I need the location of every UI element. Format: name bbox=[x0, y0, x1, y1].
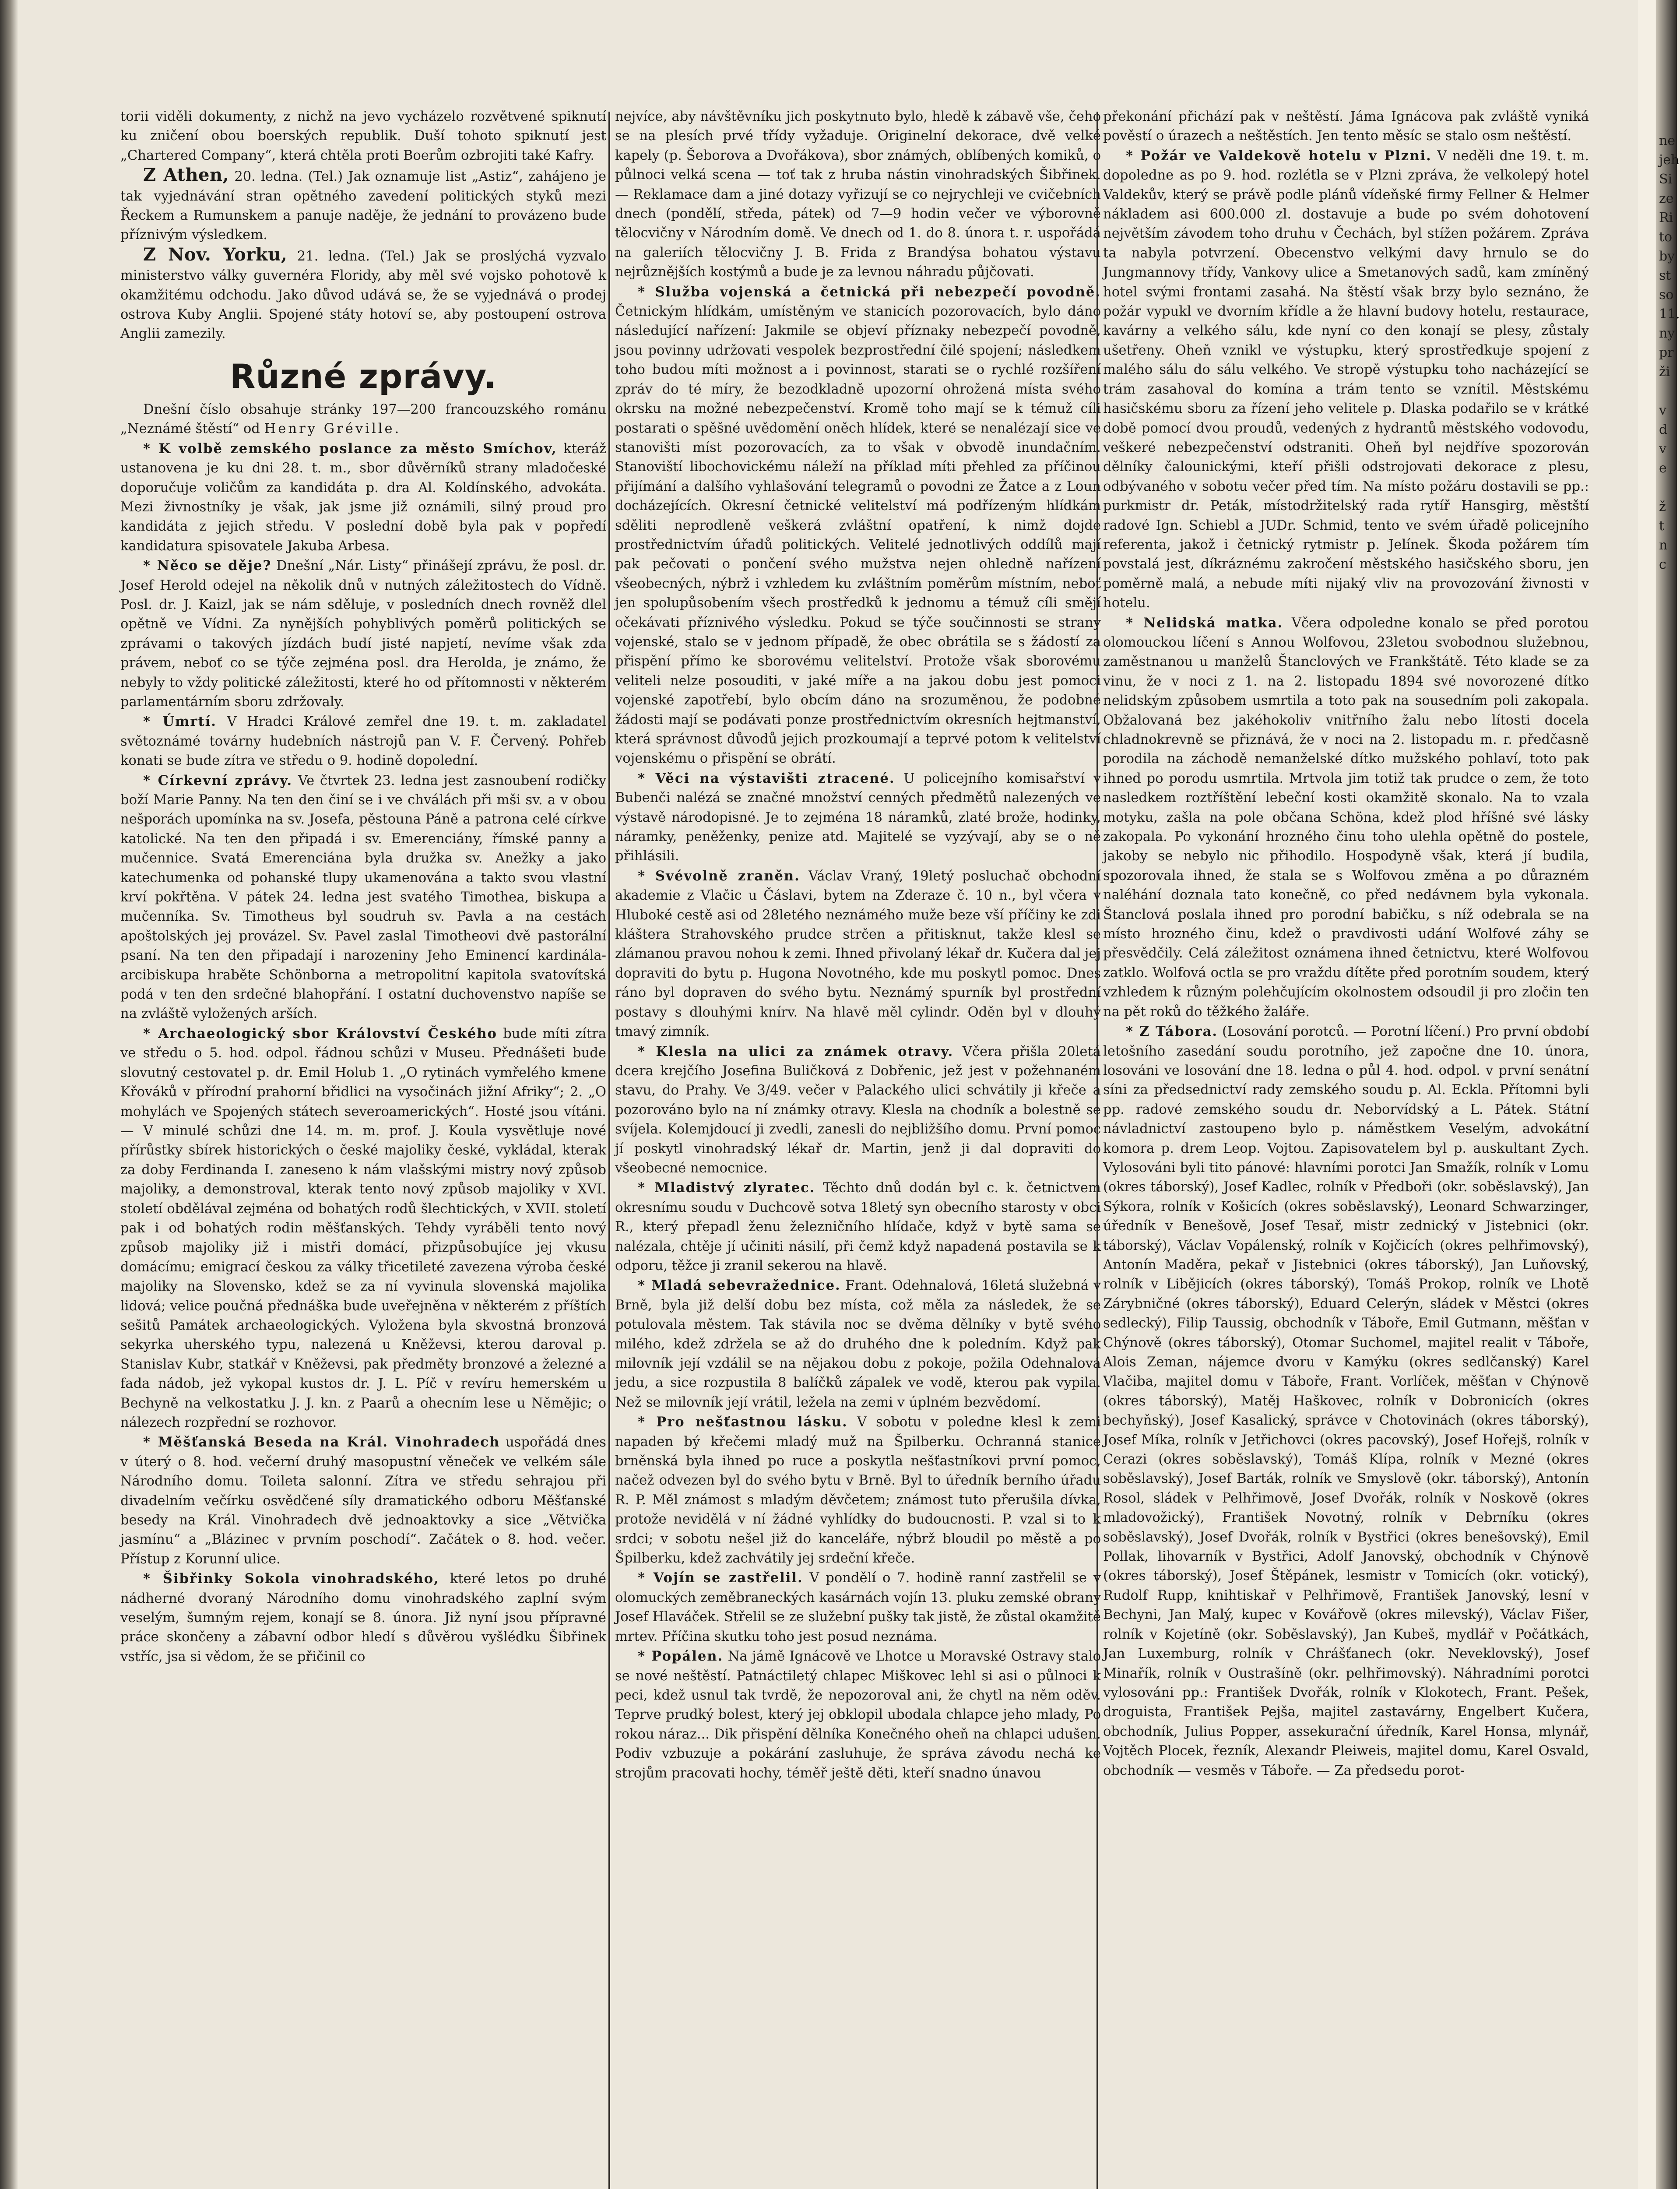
item-text: uspořádá dnes v úterý o 8. hod. večerní druhý masopustní věneček ve velkém sále Národního domu. Toileta salonní. Zítra ve středu sehrajou při divadelním večírku osvědčené síly dramatického odboru Měšťanské besedy na Král. Vinohradech dvě jednoaktovky a sice „Větvička jasmínu“ a „Blázinec v prvním poschodí“. Začátek o 8. hod. večer. Přístup z Korunní ulice. bbox=[120, 1435, 606, 1567]
fragment-line: v bbox=[1659, 403, 1666, 418]
column-1 bbox=[120, 107, 606, 2189]
news-item bbox=[615, 1647, 1101, 1783]
item-text: které letos po druhé nádherné dvoraný Národního domu vinohradského zaplní svým veselým, šumným rejem, konají se 8. února. Již nyní jsou přípravné práce skončeny a zábavní odbor hledí s důvěrou vyšlédku Šibřinek vstříc, jsa si vědom, že se přičinil co bbox=[120, 1571, 606, 1665]
news-item bbox=[615, 1568, 1101, 1647]
item-text: Václav Vraný, 19letý posluchač obchodní akademie z Vlačic u Čáslavi, bytem na Zderaze č. 10 n., byl včera v Hluboké cestě asi od 28letého neznámého muže beze vší příčiny ke zdi kláštera Strahovského prudce strčen a přitisknut, takže klesl se zlámanou pravou nohou k zemi. Ihned přivolaný lékař dr. Kučera dal jej dopraviti do bytu p. Hugona Novotného, kde mu poskytl pomoc. Dnes ráno byl dopraven do svého bytu. Neznámý spurník byl prostřední postavy s dlouhými knírv. Na hlavě měl cylindr. Oděn byl v dlouhý tmavý zimník. bbox=[615, 868, 1101, 1040]
item-text: 20. ledna. (Tel.) Jak oznamuje list „Astiz“, zahájeno je tak vyjednávání stran opětného zavedení politických styků mezi Řeckem a Rumunskem a panuje naděje, že jednání to provázeno bude příznivým výsledkem. bbox=[120, 169, 606, 243]
news-item bbox=[615, 282, 1101, 769]
fragment-line: by bbox=[1659, 249, 1675, 264]
fragment-line: st bbox=[1659, 268, 1671, 283]
item-text: Ve čtvrtek 23. ledna jest zasnoubení rodičky boží Marie Panny. Na ten den činí se i ve chválách při mši sv. a v obou nešporách upomínka na sv. Josefa, pěstouna Páně a patrona celé církve katolické. Na ten den připadá i sv. Emerenciány, římské panny a mučennice. Svatá Emerenciána byla družka sv. Anežky a jako katechumenka od pohanské tlupy ukamenována a takto svou vlastní krví pokřtěna. V pátek 24. ledna jest svatého Timothea, biskupa a mučenníka. Sv. Timotheus byl soudruh sv. Pavla a na cestách apoštolských jej provázel. Sv. Pavel zaslal Timotheovi dvě pastorální psaní. Na ten den připadají i narozeniny Jeho Eminencí kardinála-arcibiskupa hraběte Schönborna a metropolitní kapitola svatovítská podá v ten den srdečné blahopřání. I ostatní duchovenstvo napíše se na zvláště vyložených arších. bbox=[120, 773, 606, 1022]
novel-notice bbox=[120, 400, 606, 439]
fragment-line: ne bbox=[1659, 133, 1676, 148]
item-heading: * Církevní zprávy. bbox=[143, 772, 293, 788]
item-heading: * Mladistvý zlyratec. bbox=[638, 1180, 815, 1196]
news-item bbox=[120, 439, 606, 556]
item-heading: * Z Tábora. bbox=[1126, 1024, 1218, 1040]
news-item bbox=[120, 1432, 606, 1569]
dateline: Z Athen, bbox=[143, 165, 229, 186]
fragment-line: c bbox=[1659, 557, 1666, 572]
news-item bbox=[615, 1042, 1101, 1179]
item-heading: * Archaeologický sbor Království Českého bbox=[143, 1025, 497, 1042]
news-item bbox=[1103, 1022, 1589, 1781]
column-2 bbox=[615, 107, 1101, 2189]
item-text: Dnešní „Nár. Listy“ přinášejí zprávu, že posl. dr. Josef Herold odejel na několik dnů v nutných záležitostech do Vídně. Posl. dr. J. Kaizl, jak se nám sděluje, v posledních dnech rovněž dlel opětně ve Vídni. Za nynějších pohyblivých poměrů politických se zprávami o takových jízdách budí jisté napjetí, nevíme však zda právem, neboť co se týče zejména posl. dra Herolda, je známo, že nebyly to vždy politické záležitosti, které ho od přítomnosti v některém parlamentárním sboru zdržovaly. bbox=[120, 558, 606, 710]
item-heading: * Svévolně zraněn. bbox=[638, 868, 800, 884]
news-item bbox=[615, 1412, 1101, 1568]
news-item bbox=[120, 245, 606, 344]
fragment-line: to bbox=[1659, 229, 1673, 245]
item-heading: * Šibřinky Sokola vinohradského, bbox=[143, 1571, 439, 1587]
item-text: 21. ledna. (Tel.) Jak se proslýchá vyzvalo ministerstvo války guvernéra Floridy, aby měl své vojsko pohotově k okamžitému odchodu. Jako důvod udává se, že se vyjednává o prodej ostrova Kuby Anglii. Spojené státy hotoví se, aby postoupení ostrova Anglii zamezily. bbox=[120, 248, 606, 342]
item-text: V sobotu v poledne klesl k zemi napaden bý křečemi mladý muž na Špilberku. Ochranná stanice brněnská byla ihned po ruce a poskytla nešťastníkovi první pomoc, načež odvezen byl do svého bytu v Brně. Byl to úředník berního úřadu R. P. Měl známost s mladým děvčetem; známost tuto přerušila dívka, protože nevidělá v ní žádné vyhlídky do budoucnosti. P. vzal si to k srdci; v sobotu nešel již do kanceláře, nýbrž bloudil po městě a po Špilberku, kdež zachvátily jej srdeční křeče. bbox=[615, 1415, 1101, 1566]
paragraph: torii viděli dokumenty, z nichž na jevo vycházelo rozvětvené spiknutí ku zničení obou boerských republik. Duší tohoto spiknutí jest „Chartered Company“, která chtěla proti Boerům ozbrojiti také Kafry. bbox=[120, 109, 606, 163]
news-item bbox=[120, 165, 606, 245]
page-edge-left bbox=[0, 0, 18, 2189]
item-text: V neděli dne 19. t. m. dopoledne as po 9. hod. rozlétla se v Plzni zpráva, že velkolepý hotel Valdekův, který se právě podle plánů vídeňské firmy Fellner & Helmer nákladem asi 600.000 zl. dostavuje a bude po svém dohotovení největším závodem toho druhu v Čechách, byl stížen požárem. Zpráva ta nabyla potvrzení. Obecenstvo velkými davy hrnulo se do Jungmannovy třídy, Vankovy ulice a Smetanových sadů, kam zmíněný hotel svými frontami zasahá. Na štěstí však brzy bylo seznáno, že požár vypukl ve dvorním křídle a že hlavní budovy hotelu, restaurace, kavárny a velkého sálu, kde nyní co den konají se plesy, zůstaly ušetřeny. Oheň vznikl ve výstupku, který sprostředkuje spojení z malého sálu do sálu velkého. Ve stropě výstupku toho nacházející se trám zasahoval do komína a trám tento se vznítil. Městskému hasičskému sboru za řízení jeho velitele p. Dlaska podařilo se v krátké době pomocí dvou proudů, vedených z hydrantů městského vodovodu, veškeré nebezpečenství odstraniti. Oheň byl nejdříve spozorován dělníky čalounickými, kteří přišli odstrojovati dekorace z plesu, odbývaného v sobotu večer před tím. Na místo požáru dostavili se pp.: purkmistr dr. Peták, místodržitelský rada rytíř Hansgirg, městští radové Ign. Schiebl a JUDr. Schmid, tento ve svém úřadě policejního referenta, jakož i četnický rytmistr p. Jelínek. Škoda požárem tím povstalá jest, díkráznému zakročení městského hasičského sboru, jen poměrně malá, a nebude míti nijaký vliv na provozování živnosti v hotelu. bbox=[1103, 148, 1589, 611]
news-item bbox=[120, 556, 606, 712]
notice-text: Dnešní číslo obsahuje stránky 197—200 francouzského románu „Neznámé štěstí“ od bbox=[120, 401, 606, 437]
item-heading: * Mladá sebevražednice. bbox=[638, 1278, 841, 1294]
fragment-line: ži bbox=[1659, 364, 1670, 380]
fragment-line: t bbox=[1659, 518, 1665, 534]
news-item bbox=[1103, 146, 1589, 613]
column-3 bbox=[1103, 107, 1589, 2189]
item-text: Včera přišla 20letá dcera krejčího Josefina Buličková z Dobřenic, jež jest v požehnaném stavu, do Prahy. Ve 3/49. večer v Palackého ulici schvátily ji křeče a pozorováno bylo na ní známky otravy. Klesla na chodník a bolestně se svíjela. Kolemjdoucí ji zvedli, zanesli do nejbližšího domu. První pomoc jí poskytl vinohradský lékař dr. Martin, jenž ji dal dopraviti do všeobecné nemocnice. bbox=[615, 1044, 1101, 1176]
fragment-line: Si bbox=[1659, 172, 1673, 187]
item-heading: * Popálen. bbox=[638, 1648, 724, 1665]
fragment-line: ž bbox=[1659, 499, 1666, 514]
item-text: Na jámě Ignácově ve Lhotce u Moravské Ostravy stalo se nové neštěstí. Patnáctiletý chlapec Miškovec lehl si asi o půlnoci k peci, kdež usnul tak tvrdě, že nepozoroval ani, že chytl na něm oděv. Teprve prudký bolest, který jej obklopil ubodala chlapce jeho mlady, Po rokou náraz... Dik přispění dělníka Konečného oheň na chlapci udušen. Podiv vzbuzuje a pokárání zasluhuje, že správa závodu nechá ke strojům pracovati hochy, téměř ještě děti, kteří snadno únavou bbox=[615, 1649, 1101, 1781]
news-item bbox=[1103, 613, 1589, 1022]
novel-author: Henry Gréville. bbox=[264, 421, 401, 437]
fragment-line: jeh bbox=[1659, 152, 1680, 168]
section-title: Různé zprávy. bbox=[229, 356, 497, 396]
fragment-line: pr bbox=[1659, 345, 1674, 360]
news-item bbox=[120, 712, 606, 771]
fragment-line: 11. bbox=[1659, 306, 1680, 322]
item-heading: * Požár ve Valdekově hotelu v Plzni. bbox=[1126, 148, 1432, 164]
item-text: Frant. Odehnalová, 16letá služebná v Brně, byla již delší dobu bez místa, což měla za následek, že se potulovala městem. Tak stávila noc se dvěma dělníky v bytě svého milého, kdež zdržela se až do druhého dne k poledním. Když pak milovník její vzdálil se na nějakou dobu z pokoje, požila Odehnalová jedu, a sice rozpustila 8 balíčků zápalek ve vodě, kterou pak vypila. Než se milovník její vrátil, ležela na zemi v úplném bezvědomí. bbox=[615, 1278, 1101, 1410]
item-heading: * Věci na výstavišti ztracené. bbox=[638, 770, 895, 786]
fragment-gap bbox=[1659, 382, 1677, 401]
fragment-gap bbox=[1659, 478, 1677, 497]
item-heading: * Něco se děje? bbox=[143, 558, 272, 574]
news-item bbox=[120, 1569, 606, 1667]
fragment-line: Ri bbox=[1659, 210, 1673, 225]
fragment-line: v bbox=[1659, 441, 1666, 457]
fragment-line: e bbox=[1659, 461, 1667, 476]
paragraph: nejvíce, aby návštěvníku jich poskytnuto bylo, hledě k zábavě vše, čeho se na plesích prvé třídy vyžaduje. Originelní dekorace, dvě velké kapely (p. Šeborova a Dvořákova), sbor známých, oblíbených komiků, o půlnoci velká scena — toť tak z hruba nástin vinohradských Šibřinek. — Reklamace dam a jiné dotazy vyřizují se co nejrychleji ve cvičebních dnech (pondělí, středa, pátek) od 7—9 hodin večer ve výborovně tělocvičny v Národním domě. Ve dnech od 1. do 8. února t. r. uspořádá na galeriích tělocvičny J. B. Frida z Brandýsa bohatou výstavu nejrůznějších kostýmů a bude je za levnou náhradu půjčovati. bbox=[615, 109, 1101, 280]
next-page-fragment bbox=[1659, 131, 1680, 766]
item-heading: * Služba vojenská a četnická při nebezpečí povodně. bbox=[638, 284, 1101, 300]
fragment-line: ze bbox=[1659, 191, 1674, 206]
item-heading: * Úmrtí. bbox=[143, 714, 217, 730]
item-heading: * Pro nešťastnou lásku. bbox=[638, 1414, 848, 1430]
item-heading: * Nelidská matka. bbox=[1126, 615, 1283, 631]
item-text: V pondělí o 7. hodině ranní zastřelil se v olomuckých zeměbraneckých kasárnách vojín 13. pluku zemské obrany Josef Hlaváček. Střelil se ze služební pušky tak jistě, že zůstal okamžitě mrtev. Příčina skutku toho jest posud neznáma. bbox=[615, 1570, 1101, 1644]
fragment-line: so bbox=[1659, 287, 1674, 303]
item-text: V Hradci Králové zemřel dne 19. t. m. zakladatel světoznámé továrny hudebních nástrojů pan V. F. Červený. Pohřeb konati se bude zítra ve středu o 9. hodině dopolední. bbox=[120, 714, 607, 769]
item-heading: * K volbě zemského poslance za město Smíchov, bbox=[143, 440, 557, 457]
column-rule bbox=[608, 112, 610, 2189]
item-heading: * Klesla na ulici za známek otravy. bbox=[638, 1043, 954, 1059]
fragment-line: ny bbox=[1659, 326, 1675, 341]
news-item bbox=[615, 769, 1101, 866]
item-text: Těchto dnů dodán byl c. k. četnictvem okresnímu soudu v Duchcově sotva 18letý syn obecního starosty v obci R., který přepadl ženu železničního hlídače, když v bytě sama se nalézala, chtěje jí učiniti násilí, při čemž když napadená postavila se k odporu, těžce ji zranil sekerou na hlavě. bbox=[615, 1180, 1101, 1274]
item-text: Včera odpoledne konalo se před porotou olomouckou líčení s Annou Wolfovou, 23letou svobodnou služebnou, zaměstnanou u manželů Štanclových ve Frankštátě. Této klade se za vinu, že v noci z 1. na 2. listopadu 1894 své novorozené dítko nelidským způsobem usmrtila a toto pak na sousedním poli zakopala. Obžalovaná bez jakéhokoliv vnitřního žalu nebo lítosti docela chladnokrevně se přiznává, že v noci na 2. listopadu m. r. předčasně porodila na záchodě nemanželské dítko mužského pohlaví, toto pak ihned po porodu usmrtila. Mrtvola jim totiž tak prudce o zem, že toto nasledkem roztříštění lebeční kosti okamžitě skonalo. Na to vzala motyku, zašla na pole občana Schöna, kdež plod hříšné své lásky zakopala. Po vykonání hrozného činu toho ulehla opětně do postele, jakoby se nebylo nic přihodilo. Hospodyně však, která jí budila, spozorovala ihned, že stala se s Wolfovou změna a po důrazném naléhání doznala tato konečně, co před nedávnem byla vykonala. Štanclová poslala ihned pro porodní babičku, s níž odebrala se na místo hrozného činu, kdež o pravdivosti udání Wolfové záhy se přesvědčily. Celá záležitost oznámena ihned četnictvu, které Wolfovou zatklo. Wolfová octla se pro vraždu dítěte před porotním soudem, který vzhledem k různým polehčujícím okolnostem odsoudil ji pro zločin ten na pět roků do těžkého žaláře. bbox=[1103, 615, 1589, 1020]
item-text: kteráž ustanovena je ku dni 28. t. m., sbor důvěrníků strany mladočeské doporučuje voličům za kandidáta p. dra Al. Koldínského, advokáta. Mezi živnostníky je však, jak jsme již oznámili, silný proud pro kandidáta z jejich středu. V poslední době byla pak v popředí kandidatura spisovatele Jakuba Arbesa. bbox=[120, 441, 606, 554]
item-text: (Losování porotců. — Porotní líčení.) Pro první období letošního zasedání soudu porotního, jež započne dne 10. února, losováni ve losování dne 18. ledna o půl 4. hod. odpol. v první senátní síni za předsednictví rady zemského soudu p. Al. Eckla. Přítomni byli pp. radové zemského soudu dr. Neborvídský a L. Pátek. Státní návladnictví zastoupeno bylo p. náměstkem Veselým, advokátní komora p. drem Leop. Vojtou. Zapisovatelem byl p. auskultant Zych. Vylosováni byli tito pánové: hlavními porotci Jan Smažík, rolník v Lomu (okres táborský), Josef Kadlec, rolník v Předboři (okr. soběslavský), Jan Sýkora, rolník v Košicích (okres soběslavský), Leonard Schwarzinger, úředník v Benešově, Josef Tesař, mistr zednický v Jistebnici (okr. táborský), Václav Vopálenský, rolník v Kojčicích (okres pelhřimovský), Antonín Maděra, pekař v Jistebnici (okres táborský), Jan Luňovský, rolník v Libějicích (okres táborský), Tomáš Prokop, rolník ve Lhotě Zárybničné (okres táborský), Eduard Celerýn, sládek v Městci (okres sedlecký), Filip Taussig, obchodník v Táboře, Emil Gutmann, měšťan v Chýnově (okres táborský), Otomar Suchomel, majitel realit v Táboře, Alois Zeman, nájemce dvoru v Kamýku (okres sedlčanský) Karel Vlačiba, majitel domu v Táboře, Frant. Vorlíček, měšťan v Chýnově (okres táborský), Matěj Haškovec, rolník v Dobronicích (okres bechyňský), Josef Kasalický, správce v Chotovinách (okres táborský), Josef Míka, rolník v Jetřichovci (okres pacovský), Josef Hořejš, rolník v Cerazi (okres soběslavský), Tomáš Klípa, rolník v Mezné (okres soběslavský), Josef Barták, rolník ve Smyslově (okr. táborský), Antonín Rosol, sládek v Pelhřimově, Josef Dvořák, rolník v Noskově (okres mladovožický), František Novotný, rolník v Debrníku (okres soběslavský), Josef Dvořák, rolník v Bystřici (okres benešovský), Emil Pollak, lihovarník v Bystřici, Adolf Janovský, obchodník v Chýnově (okres táborský), Josef Štěpánek, lesmistr v Tomicích (okr. votický), Rudolf Rupp, knihtiskař v Pelhřimově, František Janovský, lesní v Bechyni, Jan Malý, kupec v Kovářově (okres milevský), Václav Fišer, rolník v Kojetíně (okr. Soběslavský), Jan Kubeš, mydlář v Počátkách, Jan Luxemburg, rolník v Chrášťanech (okr. Neveklovský), Josef Minařík, rolník v Oustrašíně (okr. pelhřimovský). Náhradními porotci vylosováni pp.: František Dvořák, rolník v Klokotech, Frant. Pešek, droguista, František Pejša, majitel zastavárny, Engelbert Kučera, obchodník, Julius Popper, assekurační úředník, Karel Honsa, mlynář, Vojtěch Plocek, řezník, Alexandr Pleiweis, majitel domu, Karel Osvald, obchodník — vesměs v Táboře. — Za předsedu porot- bbox=[1103, 1024, 1589, 1778]
item-heading: * Vojín se zastřelil. bbox=[638, 1570, 803, 1586]
page-gutter bbox=[1638, 0, 1655, 2189]
item-text: U policejního komisařství v Bubenči nalézá se značné množství cenných předmětů nalezených ve výstavě národopisné. Je to zejména 18 náramků, zlaté brože, hodinky, náramky, peněženky, penize atd. Majitelé se vyzývají, aby se o ně přihlásili. bbox=[615, 771, 1101, 864]
news-item bbox=[615, 866, 1101, 1042]
news-item bbox=[615, 1276, 1101, 1412]
dateline: Z Nov. Yorku, bbox=[143, 244, 288, 265]
fragment-line: d bbox=[1659, 422, 1668, 437]
news-item bbox=[615, 1178, 1101, 1276]
news-item bbox=[120, 771, 606, 1024]
item-heading: * Měšťanská Beseda na Král. Vinohradech bbox=[143, 1434, 500, 1450]
fragment-line: n bbox=[1659, 538, 1668, 553]
paragraph: překonání přichází pak v neštěstí. Jáma Ignácova pak zvláště vyniká pověstí o úrazech a neštěstích. Jen tento měsíc se stalo osm neštěstí. bbox=[1103, 109, 1589, 144]
item-text: bude míti zítra ve středu o 5. hod. odpol. řádnou schůzi v Museu. Přednášeti bude slovutný cestovatel p. dr. Emil Holub 1. „O rytinách vymřelého kmene Křováků v přírodní prahorní břidlici na vysočinách jižní Afriky“; 2. „O mohylách ve Spojených státech severoamerických“. Hosté jsou vítáni. — V minulé schůzi dne 14. m. m. prof. J. Koula vysvětluje nové přírůstky sbírek historických o české majoliky české, vykládal, kterak za doby Ferdinanda I. zaneseno k nám vlašskými mistry nový způsob majoliky, a demonstroval, kterak tento nový způsob majoliky v XVI. století obdělával zejména od bohatých rodů šlechtických, v XVII. století pak i od bohatých rodin měšťanských. Tehdy vyráběli tento nový způsob majoliky již i mistři domácí, přizpůsobujíce jej vkusu domácímu; emigrací českou za války třicetileté zavezena výroba české majoliky na Slovensko, kdež se za ní vyvinula slovenská majolika lidová; velice poučná přednáška bude uveřejněna v některém z příštích sešitů Památek archaeologických. Vyložena byla skvostná bronzová sekyrka uherského typu, nalezená u Kněževsi, kterou daroval p. Stanislav Kubr, statkář v Kněževsi, pak předměty bronzové a železné a fada nádob, jež vykopal kustos dr. J. L. Píč v revíru hemerském u Bechyně na velkostatku J. J. kn. z Paarů a ohecním lese u Němějic; o nálezech rozpřední se rozhovor. bbox=[120, 1026, 606, 1430]
news-item bbox=[120, 1024, 606, 1433]
item-text: Četnickým hlídkám, umístěným ve stanicích pozorovacích, bylo dáno následující nařízení: Jakmile se objeví příznaky nebezpečí povodně, jsou povinny udržovati vespolek bezprostřední čilé spojení; následkem toho budou míti možnost a i povinnost, starati se o rychlé rozšíření zpráv do té míry, že bezodkladně upozorní ohrožená místa svého okrsku na možné nebezpečenství. Kromě toho mají se k témuž cíli postarati o spěšné uvědomění oněch hlídek, které se nenalézají sice ve stanovišti míst pozorovacích, za to však v obvodě inundačním. Stanoviští libochovickému náleží na příklad míti přehled za příčinou přijímání a dalšího vyhlašování telegramů o povodni ze Žatce a z Loun docházejících. Okresní četnické velitelství má podřízeným hlídkám sděliti neprodleně veškerá zvláštní opatření, k nimž dojde prostřednictvím úřadů politických. Velitelé jednotlivých oddílů mají pak pečovati o pončení svého mužstva nejen ohledně nařízení všeobecných, nýbrž i vzhledem ku zvláštním poměrům místním, neboť jen spolupůsobením všech prostředků k jednomu a témuž cíli smějí očekávati příznivého výsledku. Pokud se týče součinnosti se strany vojenské, stalo se v jednom případě, že obec obrátila se s žádostí za přispění přímo ke sborovému velitelství. Protože však sborovému veliteli nelze posouditi, v jaké míře a na jakou dobu jest pomoci vojenské zapotřebí, bylo obcím dáno na srozuměnou, že podobné žádosti mají se podávati ponze prostřednictvím okresních hejtmanství, která správnost důvodů jejich prozkoumají a teprvé potom k velitelství vojenskému o přispění se obrátí. bbox=[615, 304, 1101, 767]
